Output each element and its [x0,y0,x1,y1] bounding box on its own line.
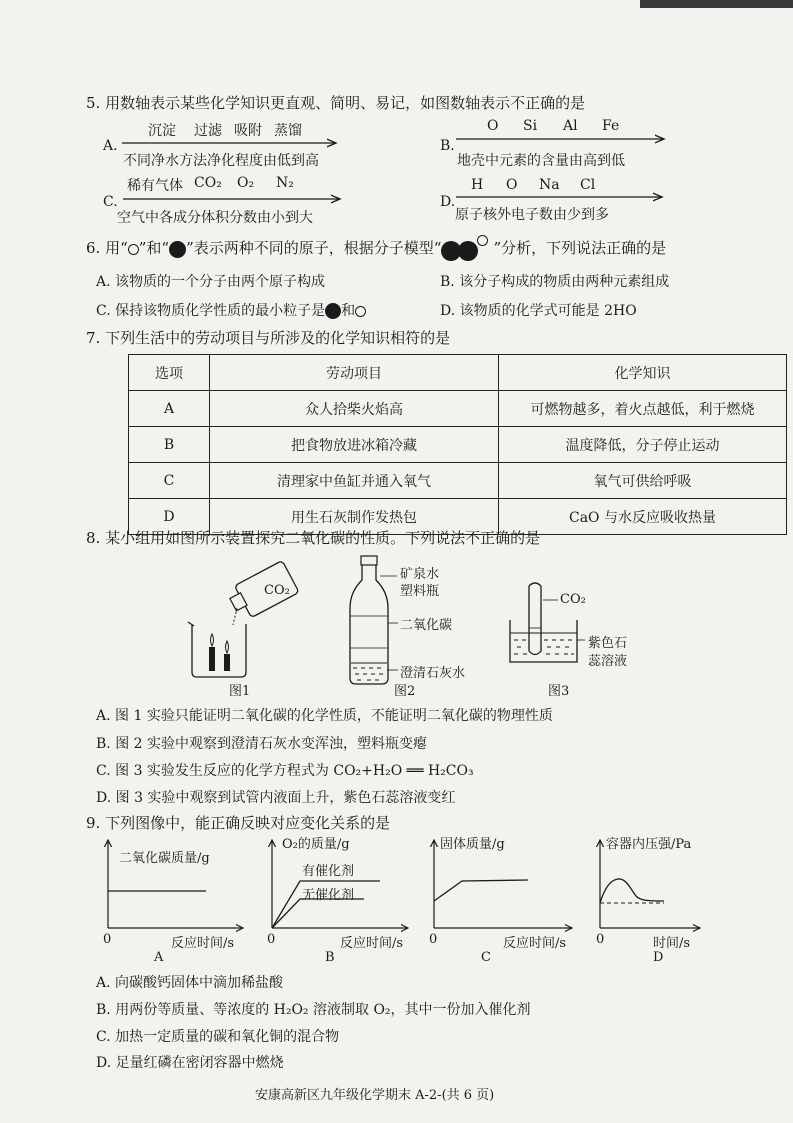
q6-option-c-text: C. 保持该物质化学性质的最小粒子是 [96,303,326,319]
q6-stem [86,237,666,259]
table-cell: 清理家中鱼缸并通入氧气 [210,463,499,499]
graph-d-origin: 0 [596,932,605,947]
solid-atom-icon [169,241,186,258]
q5-c-tick-4: N₂ [276,175,294,191]
q8-option-d: D. 图 3 实验中观察到试管内液面上升，紫色石蕊溶液变红 [96,790,456,806]
fig2-label-co2: 二氧化碳 [400,618,453,633]
q5-stem: 5. 用数轴表示某些化学知识更直观、简明、易记，如图数轴表示不正确的是 [86,94,586,112]
table-cell: 众人拾柴火焰高 [210,391,499,427]
q5-b-caption: 地壳中元素的含量由高到低 [457,153,625,169]
graph-a-ylabel: 二氧化碳质量/g [119,851,210,866]
graph-d-ylabel: 容器内压强/Pa [606,837,692,852]
test-tube [529,586,541,655]
table-cell: C [129,463,210,499]
fig3-label-litmus-2: 蕊溶液 [588,654,628,669]
q5-b-tick-2: Si [523,118,538,134]
graph-a-origin: 0 [103,932,112,947]
graph-b-no-catalyst-line [272,899,364,928]
table-cell: B [129,427,210,463]
table-row [129,463,787,499]
q9-option-a: A. 向碳酸钙固体中滴加稀盐酸 [96,975,284,991]
q5-d-tick-3: Na [539,177,560,193]
graph-c-origin: 0 [429,932,438,947]
q6-option-c [96,300,366,320]
q6-option-b: B. 该分子构成的物质由两种元素组成 [440,274,670,290]
q5-c-caption: 空气中各成分体积分数由小到大 [117,210,313,226]
q7-header-knowledge: 化学知识 [499,355,787,391]
q9-stem: 9. 下列图像中，能正确反映对应变化关系的是 [86,814,391,832]
q9-option-b: B. 用两份等质量、等浓度的 H₂O₂ 溶液制取 O₂，其中一份加入催化剂 [96,1002,531,1018]
graph-b-xlabel: 反应时间/s [340,936,404,951]
q5-d-tick-2: O [506,177,518,193]
q5-a-tick-2: 过滤 [194,123,222,139]
fig3-label-litmus-1: 紫色石 [588,636,628,651]
q6-option-d: D. 该物质的化学式可能是 2HO [440,303,637,319]
graph-a-letter: A [154,950,164,965]
graph-a-xlabel: 反应时间/s [171,936,235,951]
fig1-caption: 图1 [229,684,251,699]
graph-b-line1-label: 有催化剂 [302,864,355,879]
table-row [129,391,787,427]
q5-d-caption: 原子核外电子数由少到多 [455,207,609,223]
graph-d-xlabel: 时间/s [653,936,691,951]
q6-stem-part-c: ”表示两种不同的原子，根据分子模型“ [186,239,442,257]
table-cell: 把食物放进冰箱冷藏 [210,427,499,463]
graph-b-origin: 0 [267,932,276,947]
q8-apparatus-figures [0,550,793,700]
q8-option-b: B. 图 2 实验中观察到澄清石灰水变浑浊，塑料瓶变瘪 [96,736,427,752]
q7-table-header [129,355,787,391]
beaker [192,624,246,677]
q5-c-tick-3: O₂ [237,175,255,191]
q8-option-c: C. 图 3 实验发生反应的化学方程式为 CO₂+H₂O ══ H₂CO₃ [96,763,474,779]
q6-stem-part-b: ”和“ [138,239,170,257]
fig2-caption: 图2 [394,684,416,699]
q5-option-d-letter: D. [440,194,456,210]
q5-a-caption: 不同净水方法净化程度由低到高 [123,153,319,169]
fig1-beaker-apparatus [188,560,299,677]
graph-c-xlabel: 反应时间/s [503,936,567,951]
q9-option-c: C. 加热一定质量的碳和氧化铜的混合物 [96,1029,340,1045]
graph-c-letter: C [481,950,491,965]
graph-c-line [434,880,528,901]
q5-d-tick-4: Cl [580,177,596,193]
q7-header-option: 选项 [129,355,210,391]
q5-c-tick-2: CO₂ [194,175,222,191]
q5-d-tick-1: H [471,177,484,193]
hollow-atom-icon [355,306,366,317]
q5-b-tick-4: Fe [602,118,620,134]
q5-option-b-letter: B. [440,138,455,154]
q6-stem-part-d: ”分析，下列说法正确的是 [493,239,667,257]
q5-option-a-letter: A. [103,138,118,154]
q5-b-tick-3: Al [563,118,578,134]
fig3-gas-label: CO₂ [560,592,586,607]
candle-tall [224,654,230,671]
q7-table [128,354,787,535]
graph-b-letter: B [325,950,335,965]
page-footer: 安康高新区九年级化学期末 A-2-(共 6 页) [255,1088,495,1103]
graph-d-curve [600,879,664,903]
q5-a-tick-4: 蒸馏 [274,123,302,139]
table-cell: D [129,499,210,535]
q7-header-labor: 劳动项目 [210,355,499,391]
table-cell: A [129,391,210,427]
graph-d [600,840,700,928]
molecule-model-icon [441,239,493,259]
q5-number-axes [0,0,793,230]
q5-c-tick-1: 稀有气体 [127,178,183,194]
q7-stem: 7. 下列生活中的劳动项目与所涉及的化学知识相符的是 [86,329,451,347]
graph-b-ylabel: O₂的质量/g [282,837,350,852]
graph-c-ylabel: 固体质量/g [440,837,505,852]
q8-stem: 8. 某小组用如图所示装置探究二氧化碳的性质。下列说法不正确的是 [86,529,541,547]
q6-option-a: A. 该物质的一个分子由两个原子构成 [96,274,326,290]
graph-b-line2-label: 无催化剂 [302,888,355,903]
q5-a-tick-3: 吸附 [234,123,262,139]
graph-c [434,840,572,928]
fig1-gas-label: CO₂ [264,583,290,598]
q9-option-d: D. 足量红磷在密闭容器中燃烧 [96,1055,284,1071]
candle-short [209,647,215,671]
fig2-label-mineral-water: 矿泉水 [400,567,440,582]
trough [510,620,577,662]
q6-option-c-and: 和 [341,303,356,319]
q8-option-a: A. 图 1 实验只能证明二氧化碳的化学性质，不能证明二氧化碳的物理性质 [96,708,553,724]
q5-a-tick-1: 沉淀 [148,123,176,139]
table-cell: 氧气可供给呼吸 [499,463,787,499]
q5-option-c-letter: C. [103,194,118,210]
plastic-bottle [350,565,388,684]
fig2-plastic-bottle [350,556,398,684]
hollow-atom-icon [128,244,139,255]
q6-stem-part-a: 6. 用“ [86,239,128,257]
table-row [129,427,787,463]
fig3-caption: 图3 [548,684,570,699]
fig2-label-limewater: 澄清石灰水 [400,666,466,681]
fig2-label-plastic-bottle: 塑料瓶 [400,584,440,599]
table-cell: 可燃物越多，着火点越低，利于燃烧 [499,391,787,427]
graph-d-letter: D [653,950,664,965]
solid-atom-icon [325,303,341,319]
table-cell: 用生石灰制作发热包 [210,499,499,535]
q5-b-tick-1: O [487,118,499,134]
table-cell: CaO 与水反应吸收热量 [499,499,787,535]
table-cell: 温度降低，分子停止运动 [499,427,787,463]
